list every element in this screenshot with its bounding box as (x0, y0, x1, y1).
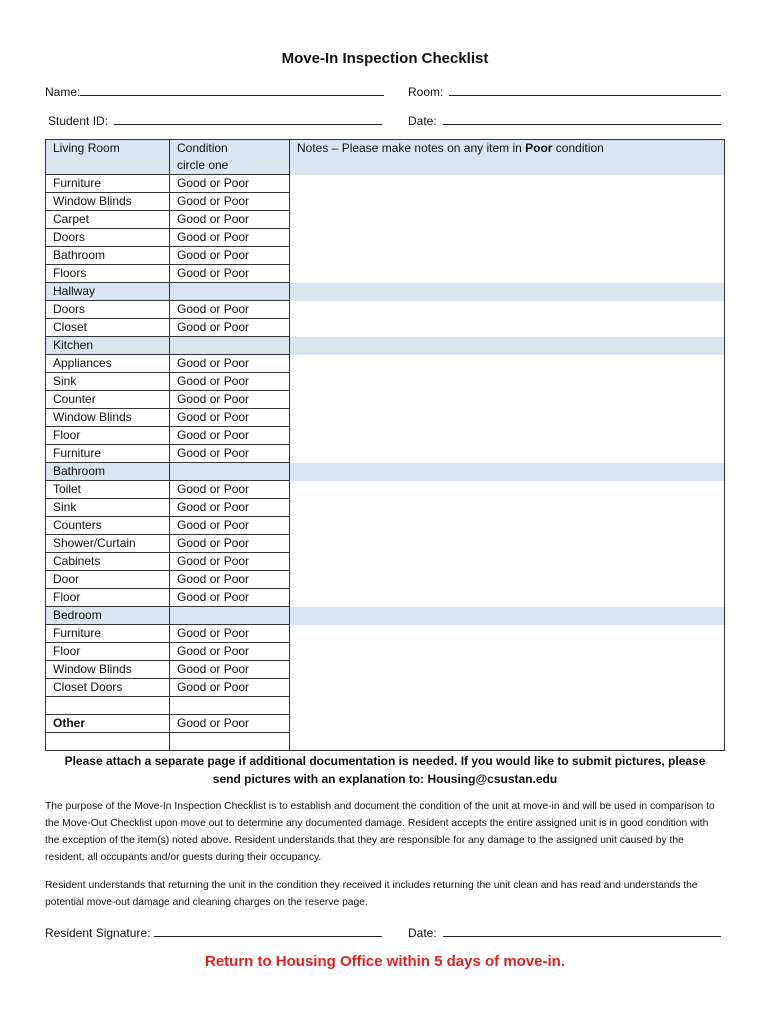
table-row (46, 625, 725, 643)
item-label: Floors (46, 265, 170, 283)
item-label: Doors (46, 301, 170, 319)
condition-cell (170, 697, 290, 715)
table-row (46, 535, 725, 553)
notes-cell[interactable] (290, 481, 725, 499)
notes-cell[interactable] (290, 625, 725, 643)
notes-cell[interactable] (290, 643, 725, 661)
condition-cell[interactable]: Good or Poor (170, 373, 290, 391)
header-condition-line2: circle one (177, 158, 229, 172)
notes-cell[interactable] (290, 607, 725, 625)
condition-cell[interactable]: Good or Poor (170, 535, 290, 553)
condition-cell[interactable]: Good or Poor (170, 571, 290, 589)
student-id-line[interactable] (114, 112, 382, 125)
table-row (46, 211, 725, 229)
table-row (46, 229, 725, 247)
condition-cell (170, 463, 290, 481)
signature-line[interactable] (154, 924, 382, 937)
student-id-label: Student ID: (48, 114, 109, 128)
header-living-room: Living Room (46, 140, 170, 175)
condition-cell[interactable]: Good or Poor (170, 553, 290, 571)
item-label: Floor (46, 643, 170, 661)
table-header-row (46, 140, 725, 175)
section-label: Bedroom (46, 607, 170, 625)
item-label: Appliances (46, 355, 170, 373)
table-row (46, 391, 725, 409)
item-label (46, 697, 170, 715)
table-row (46, 661, 725, 679)
notes-cell[interactable] (290, 553, 725, 571)
condition-cell[interactable]: Good or Poor (170, 661, 290, 679)
header-condition (170, 140, 290, 175)
table-row (46, 733, 725, 751)
table-row (46, 553, 725, 571)
notes-cell[interactable] (290, 337, 725, 355)
table-row (46, 265, 725, 283)
condition-cell[interactable]: Good or Poor (170, 175, 290, 193)
condition-cell[interactable]: Good or Poor (170, 481, 290, 499)
name-line[interactable] (80, 83, 384, 96)
notes-cell[interactable] (290, 175, 725, 193)
signature-label: Resident Signature: (45, 926, 151, 940)
notes-cell[interactable] (290, 463, 725, 481)
name-label: Name: (45, 85, 81, 99)
condition-cell[interactable]: Good or Poor (170, 229, 290, 247)
condition-cell[interactable]: Good or Poor (170, 517, 290, 535)
item-label: Sink (46, 373, 170, 391)
condition-cell[interactable]: Good or Poor (170, 391, 290, 409)
condition-cell[interactable]: Good or Poor (170, 643, 290, 661)
section-label: Kitchen (46, 337, 170, 355)
date-line[interactable] (443, 112, 721, 125)
table-row (46, 481, 725, 499)
table-row (46, 355, 725, 373)
notes-cell[interactable] (290, 445, 725, 463)
table-row (46, 499, 725, 517)
item-label: Window Blinds (46, 193, 170, 211)
attach-note-line1: Please attach a separate page if additional documentation is needed. If you would like to submit pictures, please (64, 754, 706, 768)
table-row (46, 193, 725, 211)
section-row (46, 283, 725, 301)
condition-cell[interactable]: Good or Poor (170, 679, 290, 697)
table-row (46, 571, 725, 589)
notes-cell[interactable] (290, 517, 725, 535)
condition-cell[interactable]: Good or Poor (170, 427, 290, 445)
item-label: Furniture (46, 625, 170, 643)
attach-note (45, 752, 725, 788)
table-row (46, 715, 725, 733)
item-label: Counters (46, 517, 170, 535)
condition-cell[interactable]: Good or Poor (170, 211, 290, 229)
notes-cell[interactable] (290, 319, 725, 337)
item-label: Floor (46, 589, 170, 607)
notes-cell[interactable] (290, 193, 725, 211)
condition-cell[interactable]: Good or Poor (170, 625, 290, 643)
notes-cell[interactable] (290, 301, 725, 319)
condition-cell[interactable]: Good or Poor (170, 409, 290, 427)
table-row (46, 445, 725, 463)
table-row (46, 247, 725, 265)
notes-cell[interactable] (290, 535, 725, 553)
item-label: Closet Doors (46, 679, 170, 697)
header-condition-line1: Condition (177, 141, 228, 155)
inspection-table (45, 139, 725, 751)
table-row (46, 427, 725, 445)
item-label: Sink (46, 499, 170, 517)
signature-date-line[interactable] (443, 924, 721, 937)
table-row (46, 679, 725, 697)
condition-cell[interactable]: Good or Poor (170, 265, 290, 283)
room-label: Room: (408, 85, 444, 99)
notes-cell[interactable] (290, 697, 725, 715)
condition-cell[interactable]: Good or Poor (170, 499, 290, 517)
signature-field[interactable] (45, 924, 382, 940)
item-label: Shower/Curtain (46, 535, 170, 553)
name-field[interactable] (45, 83, 384, 99)
section-label: Hallway (46, 283, 170, 301)
notes-cell[interactable] (290, 355, 725, 373)
notes-cell[interactable] (290, 409, 725, 427)
condition-cell[interactable]: Good or Poor (170, 301, 290, 319)
item-label: Counter (46, 391, 170, 409)
header-notes (290, 140, 725, 175)
item-label: Other (46, 715, 170, 733)
table-row (46, 697, 725, 715)
condition-cell[interactable]: Good or Poor (170, 193, 290, 211)
notes-cell[interactable] (290, 391, 725, 409)
notes-cell[interactable] (290, 427, 725, 445)
item-label: Doors (46, 229, 170, 247)
item-label: Window Blinds (46, 661, 170, 679)
header-notes-suffix: condition (552, 141, 604, 155)
student-id-field[interactable] (48, 112, 382, 128)
table-row (46, 589, 725, 607)
item-label: Toilet (46, 481, 170, 499)
table-row (46, 643, 725, 661)
item-label (46, 733, 170, 751)
condition-cell[interactable]: Good or Poor (170, 589, 290, 607)
table-row (46, 517, 725, 535)
item-label: Carpet (46, 211, 170, 229)
table-row (46, 319, 725, 337)
notes-cell[interactable] (290, 373, 725, 391)
table-row (46, 373, 725, 391)
table-row (46, 175, 725, 193)
condition-cell (170, 283, 290, 301)
section-row (46, 607, 725, 625)
notes-cell[interactable] (290, 589, 725, 607)
notes-cell[interactable] (290, 715, 725, 733)
item-label: Window Blinds (46, 409, 170, 427)
condition-cell[interactable]: Good or Poor (170, 247, 290, 265)
table-row (46, 301, 725, 319)
signature-date-label: Date: (408, 926, 437, 940)
section-label: Bathroom (46, 463, 170, 481)
item-label: Furniture (46, 445, 170, 463)
notes-cell[interactable] (290, 661, 725, 679)
item-label: Floor (46, 427, 170, 445)
table-row (46, 409, 725, 427)
condition-cell[interactable]: Good or Poor (170, 445, 290, 463)
condition-cell (170, 607, 290, 625)
date-field[interactable] (408, 112, 721, 128)
purpose-paragraph: The purpose of the Move-In Inspection Checklist is to establish and document the condition of the unit at move-in and will be used in comparison to the Move-Out Checklist upon move out to determine any documented damage. Resident accepts the entire assigned unit is in good condition with the exception of the item(s) noted above. Resident understands that they are responsible for any damage to the assigned unit caused by the resident, all occupants and/or guests during their occupancy. (45, 801, 715, 863)
date-label: Date: (408, 114, 437, 128)
section-row (46, 337, 725, 355)
header-notes-prefix: Notes – Please make notes on any item in (297, 141, 526, 155)
notes-cell[interactable] (290, 283, 725, 301)
notes-cell[interactable] (290, 733, 725, 751)
item-label: Cabinets (46, 553, 170, 571)
condition-cell (170, 733, 290, 751)
item-label: Door (46, 571, 170, 589)
room-field[interactable] (408, 83, 721, 99)
signature-date-field[interactable] (408, 924, 721, 940)
notes-cell[interactable] (290, 229, 725, 247)
condition-cell[interactable]: Good or Poor (170, 319, 290, 337)
return-condition-paragraph: Resident understands that returning the unit in the condition they received it includes returning the unit clean and has read and understands the potential move-out damage and cleaning charges on the reserve page. (45, 880, 698, 908)
room-line[interactable] (449, 83, 721, 96)
notes-cell[interactable] (290, 265, 725, 283)
condition-cell[interactable]: Good or Poor (170, 715, 290, 733)
page-title: Move-In Inspection Checklist (281, 50, 489, 67)
item-label: Furniture (46, 175, 170, 193)
return-notice: Return to Housing Office within 5 days of move-in. (204, 953, 566, 970)
condition-cell[interactable]: Good or Poor (170, 355, 290, 373)
notes-cell[interactable] (290, 679, 725, 697)
notes-cell[interactable] (290, 499, 725, 517)
header-notes-bold: Poor (525, 141, 553, 155)
attach-note-line2: send pictures with an explanation to: Housing@csustan.edu (212, 772, 558, 786)
notes-cell[interactable] (290, 211, 725, 229)
item-label: Closet (46, 319, 170, 337)
condition-cell (170, 337, 290, 355)
section-row (46, 463, 725, 481)
notes-cell[interactable] (290, 247, 725, 265)
item-label: Bathroom (46, 247, 170, 265)
notes-cell[interactable] (290, 571, 725, 589)
